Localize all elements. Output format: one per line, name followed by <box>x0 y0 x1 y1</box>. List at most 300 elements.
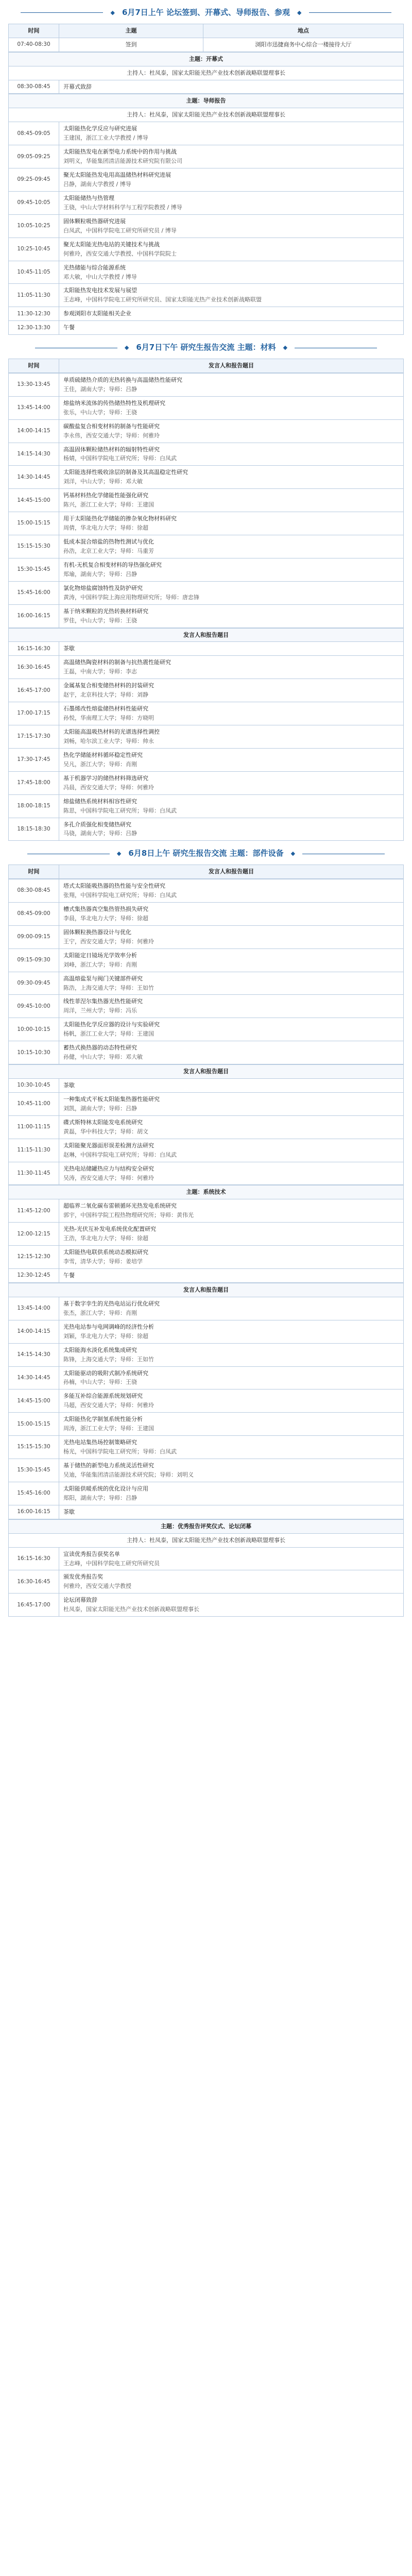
row-content <box>59 512 404 535</box>
table-row <box>9 419 404 443</box>
table-row <box>9 1389 404 1413</box>
schedule-table <box>8 865 404 879</box>
speaker-info: 吴凡，浙江大学；导师：肖刚 <box>63 760 137 768</box>
speaker-info: 王志峰，中国科学院电工研究所研究员、国家太阳能光热产业技术创新战略联盟 <box>63 296 262 303</box>
talk-title: 基于储热的新型电力系统灵活性研究 <box>63 1462 154 1469</box>
table-row <box>9 879 404 903</box>
row-time: 09:15-09:30 <box>9 948 59 972</box>
row-place: 浏阳市迅捷商务中心综合一楼接待大厅 <box>203 38 404 52</box>
table-row <box>9 1199 404 1223</box>
speaker-info: 罗佳，中山大学；导师：王骁 <box>63 617 137 624</box>
row-time: 10:45-11:00 <box>9 1092 59 1115</box>
table-row <box>9 818 404 841</box>
speaker-info: 郑瑜，湖南大学；导师：吕静 <box>63 570 137 578</box>
subsection-heading-row <box>9 1185 404 1199</box>
row-time: 15:15-15:30 <box>9 1436 59 1459</box>
row-time: 17:45-18:00 <box>9 771 59 794</box>
row-time: 10:05-10:25 <box>9 214 59 238</box>
table-row <box>9 321 404 335</box>
speaker-info: 周倩，华北电力大学；导师：徐超 <box>63 524 148 532</box>
schedule-table <box>8 94 404 335</box>
row-content <box>59 1413 404 1436</box>
table-row <box>9 1570 404 1594</box>
schedule-table <box>8 1519 404 1617</box>
talk-title: 氯化物熔盐腐蚀特性及防护研究 <box>63 584 143 591</box>
row-content <box>59 80 404 94</box>
row-time: 14:15-14:30 <box>9 443 59 466</box>
subsection-heading-row <box>9 628 404 642</box>
speaker-info: 吕静，湖南大学教授 / 博导 <box>63 181 131 188</box>
speaker-info: 周洋，兰州大学；导师：冯乐 <box>63 1007 137 1014</box>
speaker-info: 杨帆，浙江工业大学；导师：王建国 <box>63 1030 154 1038</box>
speaker-info: 陈思，中国科学院电工研究所；导师：白凤武 <box>63 807 177 814</box>
talk-title: 茶歇 <box>63 1508 75 1515</box>
table-row <box>9 1223 404 1246</box>
chair-text: 主持人：杜凤泰，国家太阳能光热产业技术创新战略联盟理事长 <box>9 108 404 122</box>
table-row <box>9 702 404 725</box>
row-content <box>59 191 404 214</box>
row-content <box>59 604 404 628</box>
speaker-info: 李晨，华北电力大学；导师：徐超 <box>63 914 148 922</box>
divider <box>21 12 103 13</box>
table-row <box>9 38 404 52</box>
table-row <box>9 443 404 466</box>
row-content <box>59 1199 404 1223</box>
row-time: 16:30-16:45 <box>9 1570 59 1594</box>
table-row <box>9 1505 404 1519</box>
talk-title: 午餐 <box>63 324 75 331</box>
row-content <box>59 307 404 321</box>
row-content <box>59 1018 404 1041</box>
chair-row <box>9 108 404 122</box>
row-content <box>59 373 404 396</box>
talk-title: 超临界二氧化碳布雷顿循环光热发电系统研究 <box>63 1202 177 1210</box>
chair-row <box>9 66 404 80</box>
talk-title: 午餐 <box>63 1272 75 1279</box>
row-time: 13:30-13:45 <box>9 373 59 396</box>
speaker-info: 刘峰，浙江大学；导师：肖刚 <box>63 961 137 968</box>
row-content <box>59 902 404 925</box>
row-time: 11:15-11:30 <box>9 1139 59 1162</box>
row-time: 10:45-11:05 <box>9 261 59 284</box>
talk-title: 高温固体颗粒储热材料的辐射特性研究 <box>63 446 160 453</box>
speaker-info: 马超，西安交通大学；导师：何雅玲 <box>63 1402 154 1409</box>
row-time: 16:00-16:15 <box>9 1505 59 1519</box>
table-row <box>9 748 404 771</box>
subsection-heading: 主题：导师报告 <box>9 94 404 108</box>
talk-title: 茶歇 <box>63 645 75 652</box>
talk-title: 太阳能热化学反应与研究进展 <box>63 125 137 132</box>
row-time: 09:30-09:45 <box>9 972 59 995</box>
schedule-table <box>8 373 404 628</box>
row-time: 16:45-17:00 <box>9 679 59 702</box>
table-row <box>9 1041 404 1064</box>
table-row <box>9 1115 404 1139</box>
row-time: 16:00-16:15 <box>9 604 59 628</box>
table-row <box>9 307 404 321</box>
row-time: 11:45-12:00 <box>9 1199 59 1223</box>
talk-title: 光热储能与综合能源系统 <box>63 264 126 271</box>
table-row <box>9 972 404 995</box>
talk-title: 多能互补综合能源系统规划研究 <box>63 1393 143 1400</box>
table-row <box>9 145 404 168</box>
table-header-row <box>9 359 404 372</box>
subsection-heading: 发言人和报告题目 <box>9 1065 404 1079</box>
row-time: 10:25-10:45 <box>9 238 59 261</box>
row-time: 12:00-12:15 <box>9 1223 59 1246</box>
row-subject: 签到 <box>59 38 203 52</box>
row-time: 11:30-11:45 <box>9 1162 59 1185</box>
row-time: 08:30-08:45 <box>9 80 59 94</box>
table-row <box>9 1269 404 1283</box>
row-time: 09:45-10:00 <box>9 995 59 1018</box>
speaker-info: 张杰，浙江大学；导师：肖刚 <box>63 1309 137 1316</box>
table-row <box>9 642 404 656</box>
speaker-info: 黄磊，华中科技大学；导师：胡文 <box>63 1128 148 1135</box>
talk-title: 钙基材料热化学储能性能强化研究 <box>63 492 148 499</box>
talk-title: 低成本混合熔盐的热物性测试与优化 <box>63 538 154 545</box>
diamond-icon: ◆ <box>116 850 122 857</box>
subsection-heading: 发言人和报告题目 <box>9 1283 404 1297</box>
row-time: 11:00-11:15 <box>9 1115 59 1139</box>
table-row <box>9 1139 404 1162</box>
row-time: 15:45-16:00 <box>9 1482 59 1505</box>
row-content <box>59 771 404 794</box>
row-time: 09:45-10:05 <box>9 191 59 214</box>
talk-title: 参观浏阳市太阳能相关企业 <box>63 310 131 317</box>
table-row <box>9 1547 404 1570</box>
row-content <box>59 535 404 558</box>
row-time: 16:30-16:45 <box>9 656 59 679</box>
talk-title: 太阳能热电联供系统动态模拟研究 <box>63 1249 148 1256</box>
speaker-info: 刘颖，华北电力大学；导师：徐超 <box>63 1332 148 1340</box>
schedule-table <box>8 1185 404 1283</box>
speaker-info: 王建国，浙江工业大学教授 / 博导 <box>63 134 148 142</box>
row-content <box>59 1547 404 1570</box>
talk-title: 有机-无机复合相变材料的导热强化研究 <box>63 561 162 568</box>
table-row <box>9 191 404 214</box>
row-time: 16:15-16:30 <box>9 1547 59 1570</box>
schedule-table <box>8 359 404 373</box>
schedule-table <box>8 1064 404 1185</box>
subsection-heading: 发言人和报告题目 <box>9 628 404 642</box>
row-time: 11:30-12:30 <box>9 307 59 321</box>
speaker-info: 王骁，中山大学材料科学与工程学院教授 / 博导 <box>63 204 182 211</box>
speaker-info: 周涛，浙江工业大学；导师：王建国 <box>63 1425 154 1432</box>
talk-title: 多孔介质强化相变储热研究 <box>63 821 131 828</box>
talk-title: 太阳能高温吸热材料的光谱选择性调控 <box>63 728 160 735</box>
row-content <box>59 748 404 771</box>
chair-row <box>9 1533 404 1547</box>
talk-title: 太阳能热发电技术发展与展望 <box>63 287 137 294</box>
talk-title: 高温储热陶瓷材料的制备与抗热震性能研究 <box>63 659 171 666</box>
table-row <box>9 1079 404 1093</box>
table-row <box>9 771 404 794</box>
table-row <box>9 925 404 948</box>
row-time: 15:30-15:45 <box>9 1459 59 1482</box>
chair-text: 主持人：杜凤泰，国家太阳能光热产业技术创新战略联盟理事长 <box>9 1533 404 1547</box>
row-content <box>59 1041 404 1064</box>
schedule-table <box>8 52 404 94</box>
talk-title: 论坛闭幕致辞 <box>63 1597 97 1604</box>
section-june7-afternoon <box>8 342 404 841</box>
row-content <box>59 1482 404 1505</box>
subsection-heading-row <box>9 52 404 66</box>
talk-title: 太阳能储热与热管理 <box>63 194 114 201</box>
row-time: 14:45-15:00 <box>9 1389 59 1413</box>
row-content <box>59 122 404 145</box>
table-row <box>9 1482 404 1505</box>
speaker-info: 赵琳，中国科学院电工研究所；导师：白凤武 <box>63 1151 177 1158</box>
speaker-info: 陈兴，浙江工业大学；导师：王建国 <box>63 501 154 509</box>
row-time: 16:45-17:00 <box>9 1594 59 1617</box>
talk-title: 太阳能热化学制氢系统性能分析 <box>63 1416 143 1423</box>
table-row <box>9 902 404 925</box>
section-header <box>8 7 404 19</box>
table-row <box>9 396 404 419</box>
talk-title: 太阳能热化学反应器的设计与实验研究 <box>63 1021 160 1028</box>
section-june8-morning <box>8 848 404 1617</box>
table-row <box>9 1366 404 1389</box>
row-time: 13:45-14:00 <box>9 1297 59 1320</box>
row-content <box>59 925 404 948</box>
speaker-info: 孙健，中山大学；导师：邓大敏 <box>63 1054 143 1061</box>
row-time: 14:15-14:30 <box>9 1343 59 1366</box>
row-content <box>59 972 404 995</box>
talk-title: 太阳能定日镜场光学效率分析 <box>63 952 137 959</box>
row-time: 15:45-16:00 <box>9 581 59 604</box>
row-time: 09:00-09:15 <box>9 925 59 948</box>
column-header-time: 时间 <box>9 359 59 372</box>
row-content <box>59 1343 404 1366</box>
chair-text: 主持人：杜凤泰，国家太阳能光热产业技术创新战略联盟理事长 <box>9 66 404 80</box>
row-content <box>59 1366 404 1389</box>
table-row <box>9 1297 404 1320</box>
speaker-info: 张翔，中国科学院电工研究所；导师：白凤武 <box>63 892 177 899</box>
table-row <box>9 284 404 307</box>
table-row <box>9 373 404 396</box>
table-row <box>9 679 404 702</box>
row-time: 12:15-12:30 <box>9 1246 59 1269</box>
row-time: 15:00-15:15 <box>9 1413 59 1436</box>
speaker-info: 杨光，中国科学院电工研究所；导师：白凤武 <box>63 1448 177 1455</box>
row-time: 08:45-09:05 <box>9 122 59 145</box>
divider <box>309 12 391 13</box>
row-time: 16:15-16:30 <box>9 642 59 656</box>
table-row <box>9 1459 404 1482</box>
column-header-subject: 发言人和报告题目 <box>59 865 404 879</box>
section-title: 6月7日上午 论坛签到、开幕式、导师报告、参观 <box>122 8 290 17</box>
row-content <box>59 1297 404 1320</box>
section-header <box>8 848 404 859</box>
row-content <box>59 489 404 512</box>
speaker-info: 刘洋，中山大学；导师：邓大敏 <box>63 478 143 485</box>
row-content <box>59 1162 404 1185</box>
row-time: 14:30-14:45 <box>9 466 59 489</box>
talk-title: 蓄热式换热器的动态特性研究 <box>63 1044 137 1052</box>
talk-title: 太阳能驱动的吸附式制冷系统研究 <box>63 1369 148 1377</box>
table-row <box>9 512 404 535</box>
subsection-heading-row <box>9 1283 404 1297</box>
row-time: 09:05-09:25 <box>9 145 59 168</box>
row-content <box>59 1092 404 1115</box>
row-time: 10:15-10:30 <box>9 1041 59 1064</box>
speaker-info: 王浩，华北电力大学；导师：徐超 <box>63 1235 148 1242</box>
subsection-heading-row <box>9 94 404 108</box>
row-content <box>59 558 404 581</box>
diamond-icon: ◆ <box>290 850 296 857</box>
row-time: 10:30-10:45 <box>9 1079 59 1093</box>
row-content <box>59 1594 404 1617</box>
table-row <box>9 489 404 512</box>
talk-title: 热化学储能材料循环稳定性研究 <box>63 751 143 758</box>
row-time: 14:00-14:15 <box>9 419 59 443</box>
table-row <box>9 995 404 1018</box>
schedule-table <box>8 1283 404 1519</box>
talk-title: 基于数字孪生的光热电站运行优化研究 <box>63 1300 160 1307</box>
talk-title: 高温熔盐泵与阀门关键部件研究 <box>63 975 143 982</box>
talk-title: 石墨烯改性熔盐储热材料性能研究 <box>63 705 148 713</box>
speaker-info: 吴涛，西安交通大学；导师：何雅玲 <box>63 1174 154 1181</box>
talk-title: 颁发优秀报告奖 <box>63 1573 103 1581</box>
column-header-place: 地点 <box>203 24 404 38</box>
row-time: 17:15-17:30 <box>9 725 59 749</box>
row-content <box>59 1079 404 1093</box>
table-row <box>9 1594 404 1617</box>
row-content <box>59 214 404 238</box>
table-row <box>9 261 404 284</box>
speaker-info: 陈浩，上海交通大学；导师：王如竹 <box>63 984 154 991</box>
row-time: 17:30-17:45 <box>9 748 59 771</box>
row-time: 14:00-14:15 <box>9 1320 59 1343</box>
row-time: 07:40-08:30 <box>9 38 59 52</box>
table-row <box>9 238 404 261</box>
row-content <box>59 725 404 749</box>
row-content <box>59 818 404 841</box>
row-content <box>59 261 404 284</box>
table-row <box>9 535 404 558</box>
table-row <box>9 948 404 972</box>
row-content <box>59 419 404 443</box>
row-content <box>59 794 404 818</box>
speaker-info: 郑阳，湖南大学；导师：吕静 <box>63 1494 137 1501</box>
diamond-icon: ◆ <box>283 344 288 351</box>
talk-title: 单质硫储热介质的光热转换与高温储热性能研究 <box>63 376 182 383</box>
row-content <box>59 1139 404 1162</box>
table-row <box>9 558 404 581</box>
talk-title: 太阳能选择性吸收涂层的制备及其高温稳定性研究 <box>63 469 188 476</box>
row-time: 14:45-15:00 <box>9 489 59 512</box>
talk-title: 光热电站集热场控制策略研究 <box>63 1439 137 1446</box>
row-content <box>59 1320 404 1343</box>
row-content <box>59 679 404 702</box>
row-content <box>59 879 404 903</box>
row-content <box>59 995 404 1018</box>
table-row <box>9 1413 404 1436</box>
row-content <box>59 145 404 168</box>
row-time: 10:00-10:15 <box>9 1018 59 1041</box>
diamond-icon: ◆ <box>297 9 302 16</box>
talk-title: 一种集成式平板太阳能集热器性能研究 <box>63 1095 160 1103</box>
row-time: 15:15-15:30 <box>9 535 59 558</box>
speaker-info: 冯晨，西安交通大学；导师：何雅玲 <box>63 784 154 791</box>
row-time: 12:30-13:30 <box>9 321 59 335</box>
talk-title: 熔盐纳米流体的传热储热特性及机理研究 <box>63 399 165 406</box>
table-row <box>9 1343 404 1366</box>
section-title: 6月7日下午 研究生报告交流 主题：材料 <box>136 343 276 352</box>
diamond-icon: ◆ <box>124 344 129 351</box>
row-content <box>59 466 404 489</box>
speaker-info: 黄涛，中国科学院上海应用物理研究所；导师：唐忠锋 <box>63 594 199 601</box>
table-row <box>9 1092 404 1115</box>
schedule-table <box>8 24 404 52</box>
talk-title: 固体颗粒换热器设计与优化 <box>63 928 131 936</box>
subsection-heading-row <box>9 1519 404 1533</box>
row-content <box>59 1246 404 1269</box>
talk-title: 太阳能热发电在新型电力系统中的作用与挑战 <box>63 148 177 156</box>
talk-title: 线性菲涅尔集热器光热性能研究 <box>63 998 143 1005</box>
row-content <box>59 1570 404 1594</box>
row-content <box>59 642 404 656</box>
table-row <box>9 1320 404 1343</box>
row-time: 15:00-15:15 <box>9 512 59 535</box>
row-content <box>59 948 404 972</box>
table-row <box>9 1436 404 1459</box>
talk-title: 塔式太阳能吸热器的热性能与安全性研究 <box>63 883 165 890</box>
talk-title: 宣读优秀报告获奖名单 <box>63 1550 120 1557</box>
diamond-icon: ◆ <box>110 9 115 16</box>
row-content <box>59 656 404 679</box>
table-row <box>9 1246 404 1269</box>
talk-title: 基于机器学习的储热材料筛选研究 <box>63 774 148 782</box>
speaker-info: 孙悦，华南理工大学；导师：方晓明 <box>63 715 154 722</box>
talk-title: 太阳能聚光器面形误差检测方法研究 <box>63 1142 154 1149</box>
row-time: 08:45-09:00 <box>9 902 59 925</box>
row-content <box>59 581 404 604</box>
speaker-info: 白凤武，中国科学院电工研究所研究员 / 博导 <box>63 227 177 234</box>
speaker-info: 刘明义，华能集团清洁能源技术研究院有限公司 <box>63 158 182 165</box>
table-row <box>9 122 404 145</box>
speaker-info: 王志峰，中国科学院电工研究所研究员 <box>63 1560 160 1567</box>
row-time: 09:25-09:45 <box>9 168 59 192</box>
table-row <box>9 466 404 489</box>
speaker-info: 何雅玲，西安交通大学教授、中国科学院院士 <box>63 250 177 257</box>
row-content <box>59 321 404 335</box>
talk-title: 熔盐储热系统材料相容性研究 <box>63 798 137 805</box>
talk-title: 聚光太阳能光热电站的关键技术与挑战 <box>63 241 160 248</box>
table-header-row <box>9 865 404 879</box>
row-content <box>59 443 404 466</box>
talk-title: 光热电站参与电网调峰的经济性分析 <box>63 1323 154 1330</box>
speaker-info: 孙楠，中山大学；导师：王骁 <box>63 1379 137 1386</box>
row-time: 13:45-14:00 <box>9 396 59 419</box>
speaker-info: 陈锋，上海交通大学；导师：王如竹 <box>63 1355 154 1363</box>
speaker-info: 杨婧，中国科学院电工研究所；导师：白凤武 <box>63 455 177 462</box>
table-row <box>9 168 404 192</box>
table-row <box>9 581 404 604</box>
talk-title: 用于太阳能热化学储能的掺杂氧化物材料研究 <box>63 515 177 522</box>
row-time: 15:30-15:45 <box>9 558 59 581</box>
subsection-heading: 主题：开幕式 <box>9 52 404 66</box>
speaker-info: 赵宇，北京科技大学；导师：刘静 <box>63 691 148 699</box>
row-time: 08:30-08:45 <box>9 879 59 903</box>
speaker-info: 李永伟，西安交通大学；导师：何雅玲 <box>63 432 160 439</box>
talk-title: 茶歇 <box>63 1082 75 1089</box>
row-time: 17:00-17:15 <box>9 702 59 725</box>
speaker-info: 李雪，清华大学；导师：姜培学 <box>63 1258 143 1265</box>
table-row <box>9 656 404 679</box>
talk-title: 固体颗粒吸热器研究进展 <box>63 217 126 225</box>
